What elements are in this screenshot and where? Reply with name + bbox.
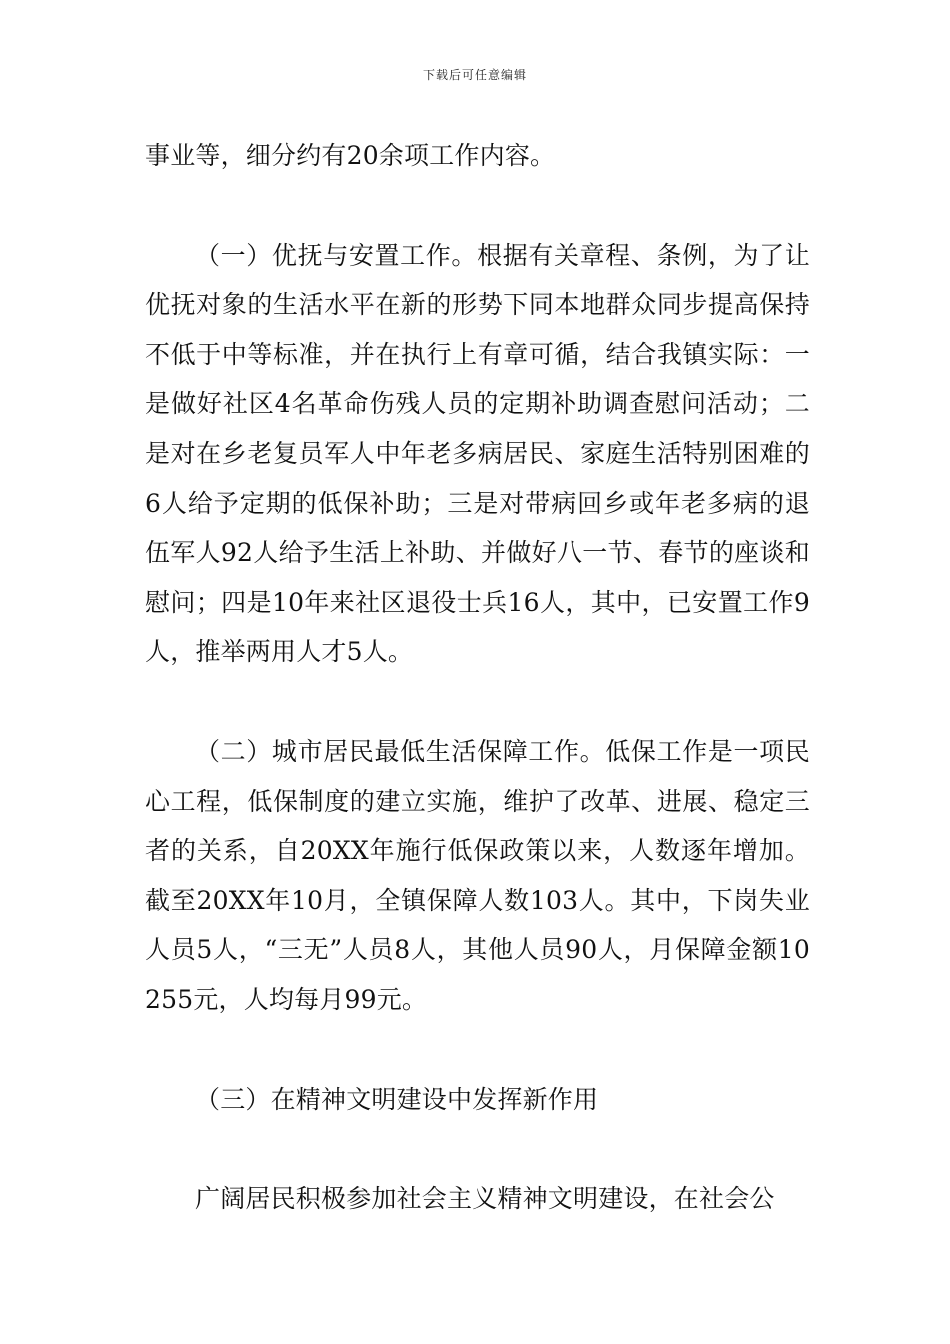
paragraph-section-2: （二）城市居民最低生活保障工作。低保工作是一项民心工程，低保制度的建立实施，维护了改革、进展、稳定三者的关系，自20XX年施行低保政策以来，人数逐年增加。截至20XX年10月，全镇保障人数103人。其中，下岗失业人员5人，“三无”人员8人，其他人员90人，月保障金额10255元，人均每月99元。 bbox=[145, 736, 810, 1014]
paragraph-continuation: 事业等，细分约有20余项工作内容。 bbox=[145, 141, 556, 170]
paragraph-section-3-body: 广阔居民积极参加社会主义精神文明建设，在社会公 bbox=[195, 1184, 775, 1214]
document-body bbox=[145, 131, 810, 1224]
paragraph-section-3-heading: （三）在精神文明建设中发挥新作用 bbox=[195, 1084, 599, 1114]
page-header-note: 下载后可任意编辑 bbox=[422, 68, 527, 82]
paragraph-section-1: （一）优抚与安置工作。根据有关章程、条例，为了让优抚对象的生活水平在新的形势下同本地群众同步提高保持不低于中等标准，并在执行上有章可循，结合我镇实际：一是做好社区4名革命伤残人员的定期补助调查慰问活动；二是对在乡老复员军人中年老多病居民、家庭生活特别困难的6人给予定期的低保补助；三是对带病回乡或年老多病的退伍军人92人给予生活上补助、并做好八一节、春节的座谈和慰问；四是10年来社区退役士兵16人，其中，已安置工作9人，推举两用人才5人。 bbox=[145, 240, 810, 667]
